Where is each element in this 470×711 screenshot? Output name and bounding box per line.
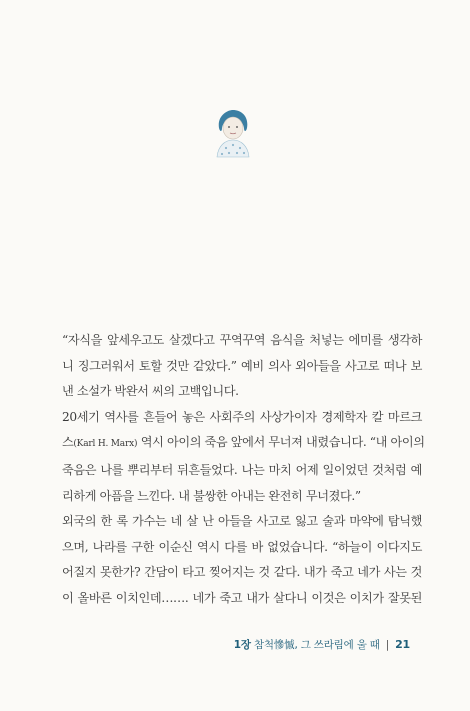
chapter-label	[234, 637, 380, 652]
text-line: 어질지 못한가? 간담이 타고 찢어지는 것 같다. 내가 죽고 네가 사는 것	[62, 565, 422, 580]
text-line: 이 올바른 이치인데……. 네가 죽고 내가 살다니 이것은 이치가 잘못된	[62, 590, 422, 605]
text-fragment: 역시 아이의 죽음 앞에서 무너져 내렸습니다. “내 아이의	[137, 435, 425, 450]
footer-separator: |	[385, 638, 390, 651]
author-name-english: (Karl H. Marx)	[73, 439, 138, 450]
text-fragment: 스	[62, 435, 74, 450]
woman-portrait-icon	[211, 108, 255, 158]
text-line: 리하게 아픔을 느낀다. 내 불쌍한 아내는 완전히 무너졌다.”	[62, 488, 361, 503]
text-line: “자식을 앞세우고도 살겠다고 꾸역꾸역 음식을 처넣는 에미를 생각하	[62, 333, 422, 347]
paragraph-1	[62, 328, 422, 405]
text-line: 20세기 역사를 흔들어 놓은 사회주의 사상가이자 경제학자 칼 마르크	[62, 409, 422, 424]
paragraph-3	[62, 509, 422, 611]
text-line	[62, 430, 425, 458]
text-line: 으며, 나라를 구한 이순신 역시 다를 바 없었습니다. “하늘이 이다지도	[62, 539, 422, 554]
paragraph-2	[62, 405, 425, 509]
chapter-number: 1장	[233, 639, 251, 651]
page-footer	[234, 637, 410, 652]
body-text	[62, 328, 425, 612]
text-line: 낸 소설가 박완서 씨의 고백입니다.	[62, 384, 239, 399]
text-line: 니 징그러워서 토할 것만 같았다.” 예비 의사 외아들을 사고로 떠나 보	[62, 358, 422, 373]
chapter-title: 참척慘慽, 그 쓰라림에 울 때	[253, 639, 380, 651]
text-line: 죽음은 나를 뿌리부터 뒤흔들었다. 나는 마치 어제 일이었던 것처럼 예	[62, 462, 422, 477]
page-number: 21	[395, 638, 410, 651]
text-line: 외국의 한 록 가수는 네 살 난 아들을 사고로 잃고 술과 마약에 탐닉했	[62, 514, 422, 529]
